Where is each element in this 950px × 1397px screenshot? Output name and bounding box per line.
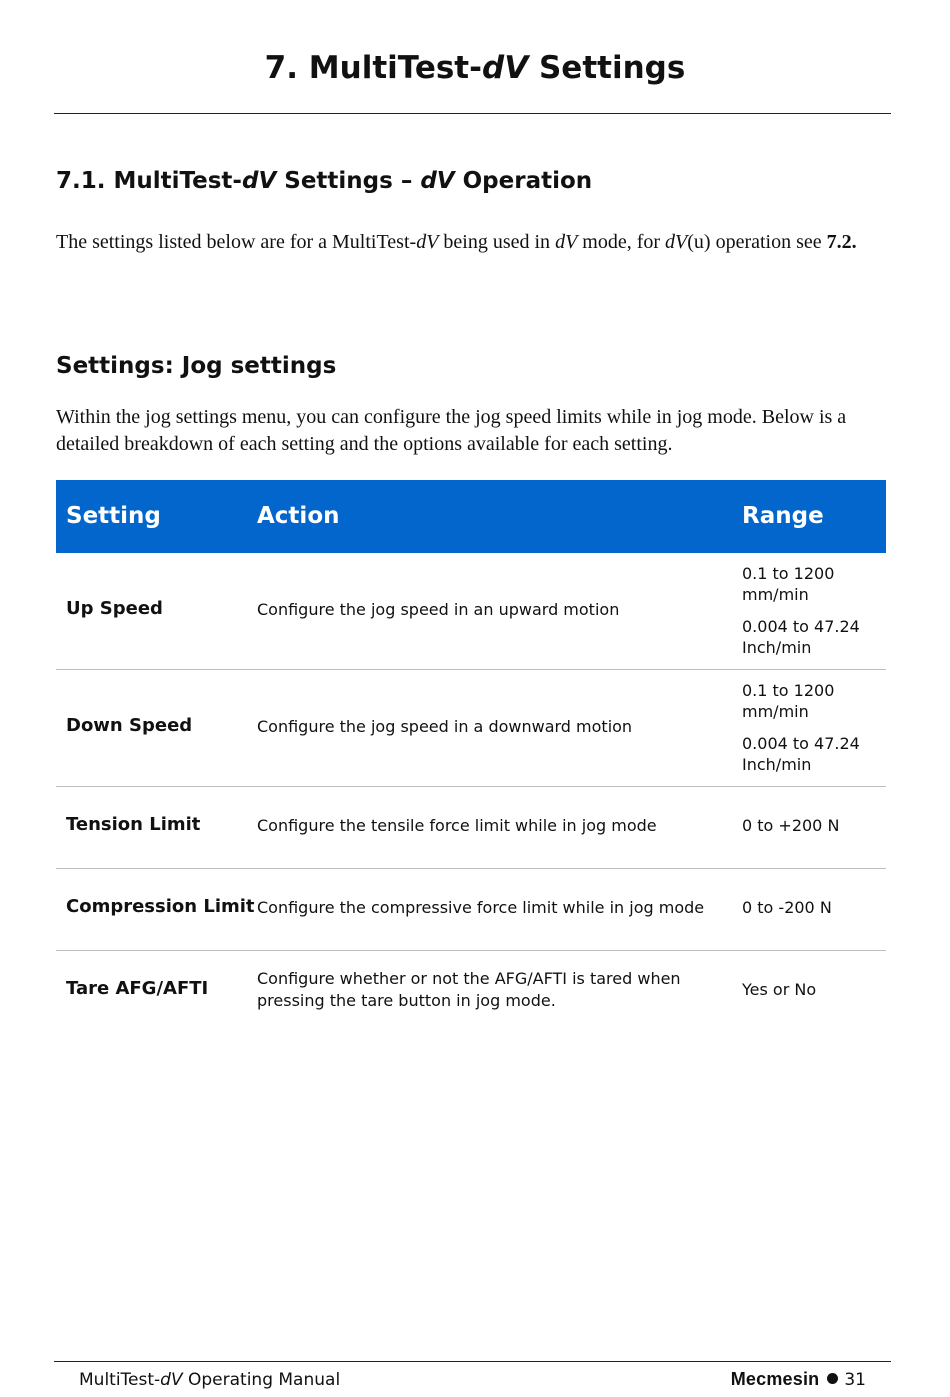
bullet-dot-icon	[827, 1373, 838, 1384]
title-divider	[54, 113, 891, 114]
setting-name: Tare AFG/AFTI	[66, 978, 209, 999]
settings-table	[56, 480, 886, 1031]
footer-manual-title: MultiTest-dV Operating Manual	[79, 1370, 341, 1390]
table-row	[56, 670, 886, 787]
setting-name: Down Speed	[66, 715, 193, 736]
table-row	[56, 787, 886, 869]
header-setting: Setting	[66, 503, 161, 529]
setting-action: Configure the tensile force limit while in jog mode	[257, 816, 657, 835]
setting-range-metric: 0.1 to 1200 mm/min	[742, 681, 835, 721]
setting-action: Configure the compressive force limit while in jog mode	[257, 898, 705, 917]
header-range: Range	[742, 503, 824, 529]
page-number: 31	[844, 1370, 866, 1390]
setting-range-imperial: 0.004 to 47.24 Inch/min	[742, 734, 860, 774]
table-row	[56, 869, 886, 951]
setting-range-metric: 0.1 to 1200 mm/min	[742, 564, 835, 604]
footer-divider	[54, 1361, 891, 1362]
subsection-paragraph: Within the jog settings menu, you can configure the jog speed limits while in jog mode. Below is a detailed breakdown of each setting and the options available for each setting.	[56, 406, 847, 455]
setting-action: Configure the jog speed in an upward motion	[257, 600, 620, 619]
setting-range: 0 to -200 N	[742, 898, 832, 917]
section-reference-link: 7.2.	[826, 231, 857, 253]
intro-paragraph: The settings listed below are for a MultiTest-dV being used in dV mode, for dV(u) operation see 7.2.	[56, 231, 857, 253]
setting-range: 0 to +200 N	[742, 816, 840, 835]
setting-name: Up Speed	[66, 598, 163, 619]
setting-range-imperial: 0.004 to 47.24 Inch/min	[742, 617, 860, 657]
setting-range: Yes or No	[742, 980, 817, 999]
brand-logo: Mecmesin	[730, 1369, 820, 1389]
page-title: 7. MultiTest-dV Settings	[264, 50, 686, 86]
setting-name: Tension Limit	[66, 814, 201, 835]
setting-action: Configure whether or not the AFG/AFTI is tared when pressing the tare button in jog mode.	[257, 969, 681, 1010]
table-header	[56, 480, 886, 553]
table-row	[56, 553, 886, 670]
footer-brand-page	[731, 1369, 866, 1390]
header-action: Action	[257, 503, 340, 529]
subsection-heading: Settings: Jog settings	[56, 353, 337, 379]
section-heading: 7.1. MultiTest-dV Settings – dV Operation	[56, 168, 593, 194]
setting-action: Configure the jog speed in a downward motion	[257, 717, 633, 736]
table-row	[56, 951, 886, 1031]
setting-name: Compression Limit	[66, 896, 255, 917]
